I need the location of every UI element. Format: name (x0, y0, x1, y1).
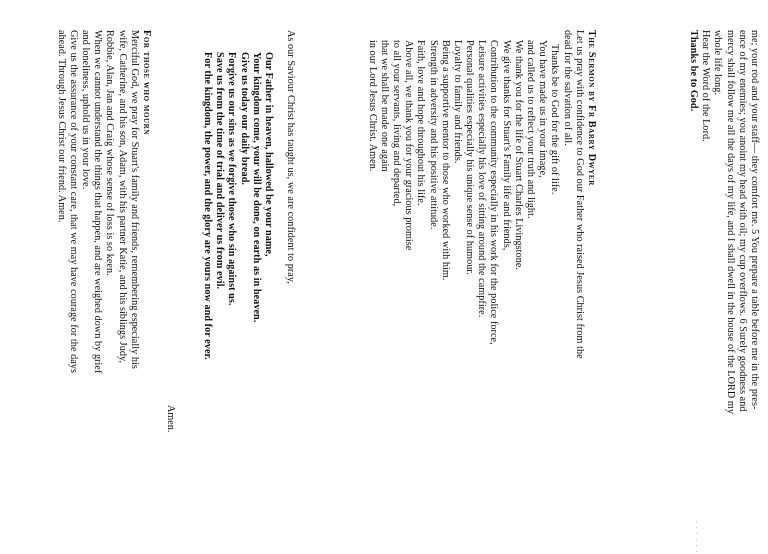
sermon-line: to all your servants, living and departed, (391, 40, 402, 207)
sermon-line: Strength in adversity and his positive attitude. (427, 40, 439, 230)
sermon-line: Being a supportive mentor to those who worked with him. (439, 40, 451, 281)
sermon-line: Loyalty to family and friends. (451, 40, 463, 164)
lords-prayer-intro (284, 30, 296, 284)
psalm-text (687, 30, 760, 414)
lords-prayer-line: Forgive us our sins as we forgive those who sin against us. (226, 52, 238, 306)
sermon-heading: The Sermon by Fr Barry Dwyer (586, 30, 597, 186)
sermon-line: Above all, we thank you for your gracious promise (403, 40, 415, 251)
sermon-line: You have made us in your image, (537, 40, 549, 178)
mourners-line: and loneliness, uphold us in your love. (80, 30, 92, 190)
sermon-intro-line: dead for the salvation of all. (561, 30, 573, 146)
lords-prayer-intro-line: As our Saviour Christ has taught us, we are confident to pray, (285, 30, 296, 284)
lords-prayer-line: Save us from the time of trial and deliver us from evil. (214, 52, 226, 290)
lords-prayer-line: For the kingdom, the power, and the glory are yours now and for ever. (202, 52, 214, 360)
mourners-line: Give us the assurance of your constant care, that we may have courage for the days (67, 30, 79, 373)
mourners-line: Robbie, Alan, Jan and Craig whose sense of loss is so keen. (104, 30, 116, 276)
lords-prayer-line: Your kingdom come, your will be done, on earth as in heaven. (250, 52, 262, 323)
sermon-line: Leisure activities especially his love of sitting around the campfire. (476, 40, 488, 318)
sermon-section (365, 30, 597, 359)
sermon-line: We thank you for the life of Stuart Charles Livingstone. (512, 40, 524, 271)
psalm-line: mercy shall follow me all the days of my life, and I shall dwell in the house of the LORD my (724, 30, 736, 414)
mourners-heading: For those who mourn (141, 30, 152, 135)
sermon-line: Thanks be to God for the gift of life. (549, 44, 561, 195)
sermon-line: Contribution to the community especially in his work for the police force, (488, 40, 500, 345)
mourners-line: When we cannot understand the things that happen, and are weighed down by grief (92, 30, 104, 374)
psalm-response: Thanks be to God. (688, 30, 700, 112)
mourners-section (55, 30, 153, 373)
sermon-line: that we shall be made one again (378, 40, 390, 172)
mourners-line: wife, Catherine, and his son, Adam, with his partner Katie, and his siblings Judy, (116, 30, 128, 364)
mourners-line: Merciful God, we pray for Stuart's family and friends, remembering especially his (128, 30, 140, 369)
sermon-line: and called us to reflect your truth and light. (525, 40, 537, 219)
sermon-line: in our Lord Jesus Christ. Amen. (366, 40, 378, 172)
sermon-line: Personal qualities especially his unique sense of humour. (464, 40, 476, 275)
sermon-intro-line: Let us pray with confidence to God our Father who raised Jesus Christ from the (573, 30, 585, 359)
lords-prayer-line: Our Father in heaven, hallowed be your name, (263, 52, 274, 257)
lords-prayer-line: Give us today our daily bread. (238, 52, 250, 186)
lords-prayer (201, 52, 274, 360)
psalm-line: whole life long. (712, 30, 724, 96)
scan-marks: · · · · · · (692, 520, 700, 554)
psalm-line: me; your rod and your staff— they comfort me. 5 You prepare a table before me in the pres- (749, 30, 760, 410)
sermon-line: We give thanks for Stuart's Family life and friends, (500, 40, 512, 251)
psalm-line: ence of my enemies; you anoint my head with oil; my cup overflows. 6 Surely goodness and (736, 30, 748, 412)
lords-prayer-amen: Amen. (165, 405, 176, 433)
mourners-line: ahead. Through Jesus Christ our friend. Amen. (55, 30, 67, 223)
psalm-line: Hear the Word of the Lord. (700, 30, 712, 142)
sermon-line: Faith, love and hope throughout his life. (415, 40, 427, 206)
